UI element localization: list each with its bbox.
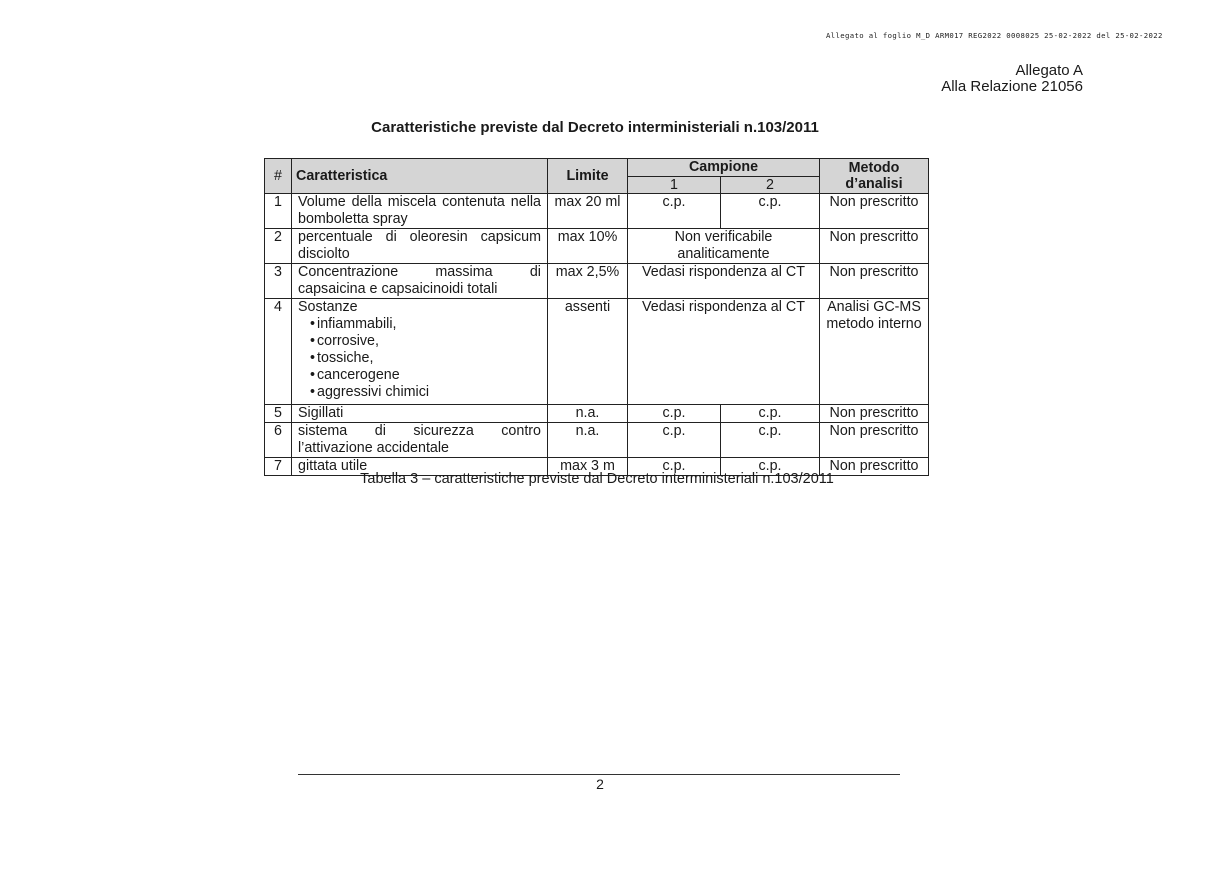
sample-merged-cell: Non verificabile analiticamente [628, 229, 820, 264]
list-item: • cancerogene [310, 367, 541, 384]
document-title: Caratteristiche previste dal Decreto interministeriali n.103/2011 [371, 119, 819, 136]
list-item: • corrosive, [310, 333, 541, 350]
row-number: 7 [265, 458, 292, 476]
list-item: • infiammabili, [310, 316, 541, 333]
table-row [265, 264, 929, 299]
table-row [265, 299, 929, 405]
sample-1-cell: c.p. [628, 458, 721, 476]
characteristic-cell: gittata utile [292, 458, 548, 476]
row-number: 2 [265, 229, 292, 264]
method-cell: Non prescritto [820, 229, 929, 264]
page-number: 2 [596, 776, 604, 792]
limit-cell: n.a. [548, 423, 628, 458]
limit-cell: max 10% [548, 229, 628, 264]
row-number: 1 [265, 194, 292, 229]
limit-cell: n.a. [548, 405, 628, 423]
sample-2-cell: c.p. [721, 194, 820, 229]
limit-cell: max 3 m [548, 458, 628, 476]
table-row [265, 194, 929, 229]
header-sample-2: 2 [721, 177, 820, 194]
method-cell: Non prescritto [820, 194, 929, 229]
table-caption: Tabella 3 – caratteristiche previste dal Decreto interministeriali n.103/2011 [360, 471, 834, 487]
characteristics-table [264, 158, 929, 476]
table-row [265, 405, 929, 423]
limit-cell: max 20 ml [548, 194, 628, 229]
sample-merged-cell: Vedasi rispondenza al CT [628, 299, 820, 405]
table-row [265, 229, 929, 264]
characteristic-cell: sistema di sicurezza contro l’attivazione accidentale [292, 423, 548, 458]
sample-1-cell: c.p. [628, 405, 721, 423]
characteristic-cell: Volume della miscela contenuta nella bomboletta spray [292, 194, 548, 229]
list-item: • tossiche, [310, 350, 541, 367]
footer-divider [298, 774, 900, 775]
header-limit: Limite [548, 159, 628, 194]
limit-cell: assenti [548, 299, 628, 405]
sample-2-cell: c.p. [721, 405, 820, 423]
method-cell: Non prescritto [820, 423, 929, 458]
table-header-row [265, 159, 929, 177]
header-method: Metodo d’analisi [820, 159, 929, 194]
attachment-reference [900, 63, 1083, 95]
method-cell: Non prescritto [820, 405, 929, 423]
characteristic-cell [292, 299, 548, 405]
header-characteristic: Caratteristica [292, 159, 548, 194]
sample-2-cell: c.p. [721, 423, 820, 458]
report-reference: Alla Relazione 21056 [941, 78, 1083, 95]
header-num: # [265, 159, 292, 194]
row-number: 3 [265, 264, 292, 299]
protocol-stamp: Allegato al foglio M_D ARM017 REG2022 0008025 25-02-2022 del 25-02-2022 [826, 31, 1163, 40]
list-item: • aggressivi chimici [310, 384, 541, 401]
row-number: 6 [265, 423, 292, 458]
header-sample-1: 1 [628, 177, 721, 194]
row-number: 5 [265, 405, 292, 423]
sample-2-cell: c.p. [721, 458, 820, 476]
substances-heading: Sostanze [298, 299, 358, 315]
header-sample: Campione [628, 159, 820, 177]
characteristic-cell: Concentrazione massima di capsaicina e capsaicinoidi totali [292, 264, 548, 299]
method-cell: Non prescritto [820, 458, 929, 476]
attachment-label: Allegato A [1015, 62, 1083, 79]
substances-list [298, 316, 541, 401]
row-number: 4 [265, 299, 292, 405]
sample-1-cell: c.p. [628, 423, 721, 458]
table-row [265, 423, 929, 458]
characteristic-cell: Sigillati [292, 405, 548, 423]
method-cell: Non prescritto [820, 264, 929, 299]
sample-merged-cell: Vedasi rispondenza al CT [628, 264, 820, 299]
limit-cell: max 2,5% [548, 264, 628, 299]
characteristic-cell: percentuale di oleoresin capsicum disciolto [292, 229, 548, 264]
sample-1-cell: c.p. [628, 194, 721, 229]
method-cell: Analisi GC-MS metodo interno [820, 299, 929, 405]
